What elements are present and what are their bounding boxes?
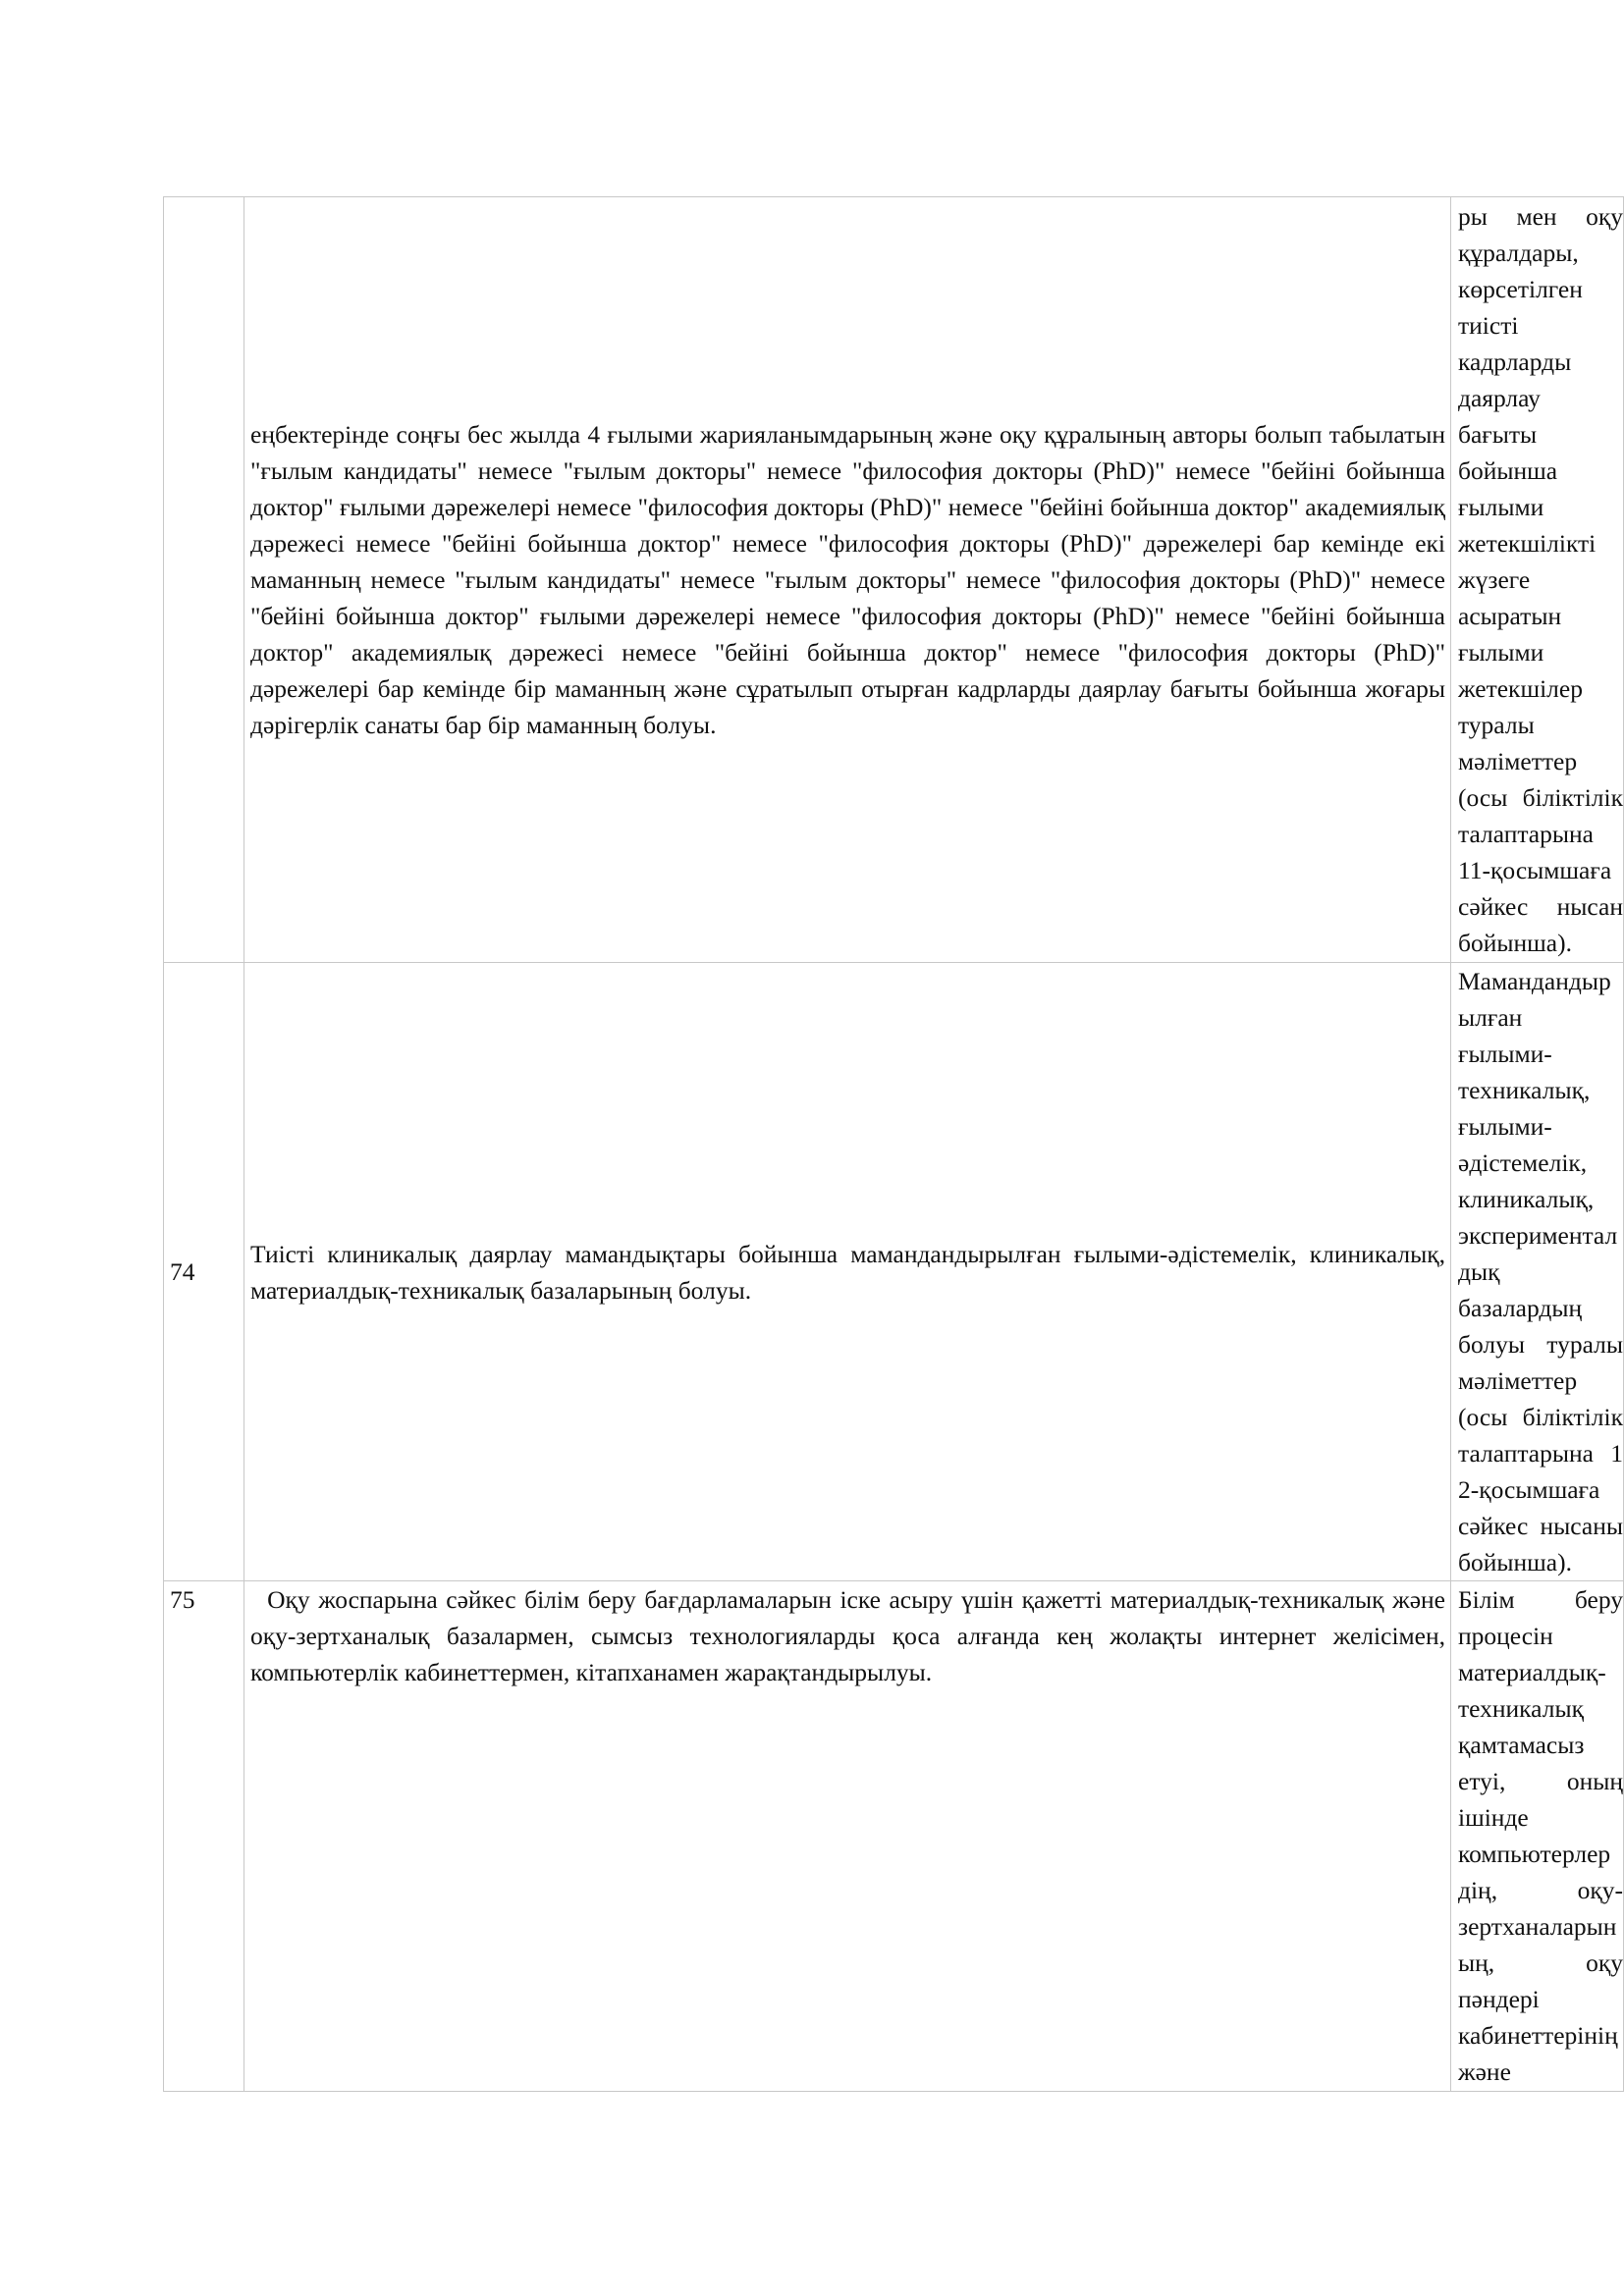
table-row bbox=[164, 197, 1624, 963]
requirement-description: еңбектерінде соңғы бес жылда 4 ғылыми жарияланымдарының және оқу құралының авторы болып табылатын "ғылым кандидаты" немесе "ғылым докторы" немесе "философия докторы (PhD)" немесе "бейіні бойынша доктор" ғылыми дәрежелері немесе "философия докторы (PhD)" немесе "бейіні бойынша доктор" академиялық дәрежесі немесе "бейіні бойынша доктор" немесе "философия докторы (PhD)" дәрежелері бар кемінде екі маманның немесе "ғылым кандидаты" немесе "ғылым докторы" немесе "философия докторы (PhD)" немесе "бейіні бойынша доктор" ғылыми дәрежелері немесе "философия докторы (PhD)" немесе "бейіні бойынша доктор" академиялық дәрежесі немесе "бейіні бойынша доктор" немесе "философия докторы (PhD)" дәрежелері бар кемінде бір маманның және сұратылып отырған кадрларды даярлау бағыты бойынша жоғары дәрігерлік санаты бар бір маманның болуы. bbox=[244, 197, 1451, 963]
requirement-description: Оқу жоспарына сәйкес білім беру бағдарламаларын іске асыру үшін қажетті материалдық-техникалық және оқу-зертханалық базалармен, сымсыз технологияларды қоса алғанда кең жолақты интернет желісімен, компьютерлік кабинеттермен, кітапханамен жарақтандырылуы. bbox=[244, 1581, 1451, 2092]
document-lines: Білім беру процесін материалдық- техникалық қамтамасыз етуі, оның ішінде компьютерлер дің, оқу- зертханаларын ың, оқу пәндері кабинеттерінің және bbox=[1458, 1585, 1623, 2086]
supporting-documents bbox=[1451, 963, 1624, 1581]
document-lines: Мамандандыр ылған ғылыми- техникалық, ғылыми- әдістемелік, клиникалық, экспериментал дық базалардың болуы туралы мәліметтер (осы біліктілік талаптарына 1 2-қосымшаға сәйкес нысаны бойынша). bbox=[1458, 967, 1623, 1576]
row-number bbox=[164, 197, 244, 963]
requirements-table bbox=[163, 196, 1624, 2092]
requirement-description: Тиісті клиникалық даярлау мамандықтары бойынша мамандандырылған ғылыми-әдістемелік, клиникалық, материалдық-техникалық базаларының болуы. bbox=[244, 963, 1451, 1581]
row-number: 75 bbox=[164, 1581, 244, 2092]
row-number: 74 bbox=[164, 963, 244, 1581]
document-lines: ры мен оқу құралдары, көрсетілген тиісті кадрларды даярлау бағыты бойынша ғылыми жетекшілікті жүзеге асыратын ғылыми жетекшілер туралы мәліметтер (осы біліктілік талаптарына 11-қосымшаға сәйкес нысан бойынша). bbox=[1458, 202, 1623, 957]
table-row bbox=[164, 1581, 1624, 2092]
supporting-documents bbox=[1451, 197, 1624, 963]
supporting-documents bbox=[1451, 1581, 1624, 2092]
table-row bbox=[164, 963, 1624, 1581]
